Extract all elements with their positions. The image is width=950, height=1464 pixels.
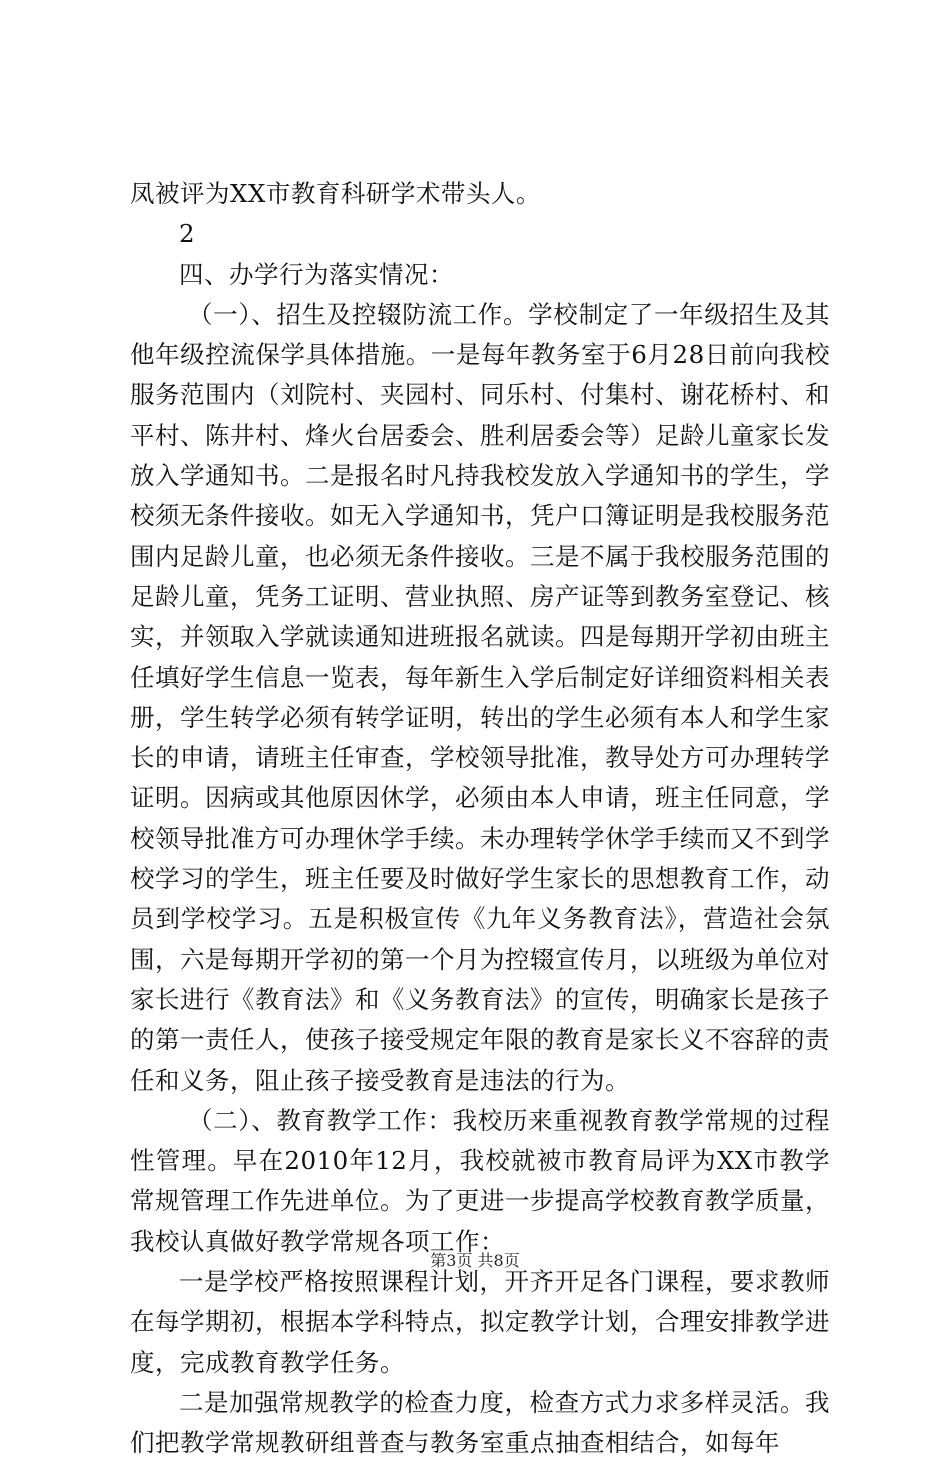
section-heading: 四、办学行为落实情况：: [179, 259, 454, 289]
page-footer: 第3页 共8页: [430, 1251, 520, 1270]
paragraph-continuation: 凤被评为XX市教育科研学术带头人。: [130, 179, 541, 208]
paragraph-curriculum: 一是学校严格按照课程计划，开齐开足各门课程，要求教师在每学期初，根据本学科特点，拟定教学计划，合理安排教学进度，完成教育教学任务。: [130, 1267, 830, 1377]
page-number-marker: 2: [179, 219, 196, 249]
paragraph-enrollment: （一）、招生及控辍防流工作。学校制定了一年级招生及其他年级控流保学具体措施。一是每年教务室于6月28日前向我校服务范围内（刘院村、夹园村、同乐村、付集村、谢花桥村、和平村、陈井村、烽火台居委会、胜利居委会等）足龄儿童家长发放入学通知书。二是报名时凡持我校发放入学通知书的学生，学校须无条件接收。如无入学通知书，凭户口簿证明是我校服务范围内足龄儿童，也必须无条件接收。三是不属于我校服务范围的足龄儿童，凭务工证明、营业执照、房产证等到教务室登记、核实，并领取入学就读通知进班报名就读。四是每期开学初由班主任填好学生信息一览表，每年新生入学后制定好详细资料相关表册，学生转学必须有转学证明，转出的学生必须有本人和学生家长的申请，请班主任审查，学校领导批准，教导处方可办理转学证明。因病或其他原因休学，必须由本人申请，班主任同意，学校领导批准方可办理休学手续。未办理转学休学手续而又不到学校学习的学生，班主任要及时做好学生家长的思想教育工作，动员到学校学习。五是积极宣传《九年义务教育法》，营造社会氛围，六是每期开学初的第一个月为控辍宣传月，以班级为单位对家长进行《教育法》和《义务教育法》的宣传，明确家长是孩子的第一责任人，使孩子接受规定年限的教育是家长义不容辞的责任和义务，阻止孩子接受教育是违法的行为。: [130, 299, 830, 1095]
paragraph-inspection: 二是加强常规教学的检查力度，检查方式力求多样灵活。我们把教学常规教研组普查与教务室重点抽查相结合，如每年: [130, 1387, 830, 1458]
paragraph-teaching-work: （二）、教育教学工作：我校历来重视教育教学常规的过程性管理。早在2010年12月，我校就被市教育局评为XX市教学常规管理工作先进单位。为了更进一步提高学校教育教学质量，我校认真做好教学常规各项工作：: [130, 1105, 830, 1256]
